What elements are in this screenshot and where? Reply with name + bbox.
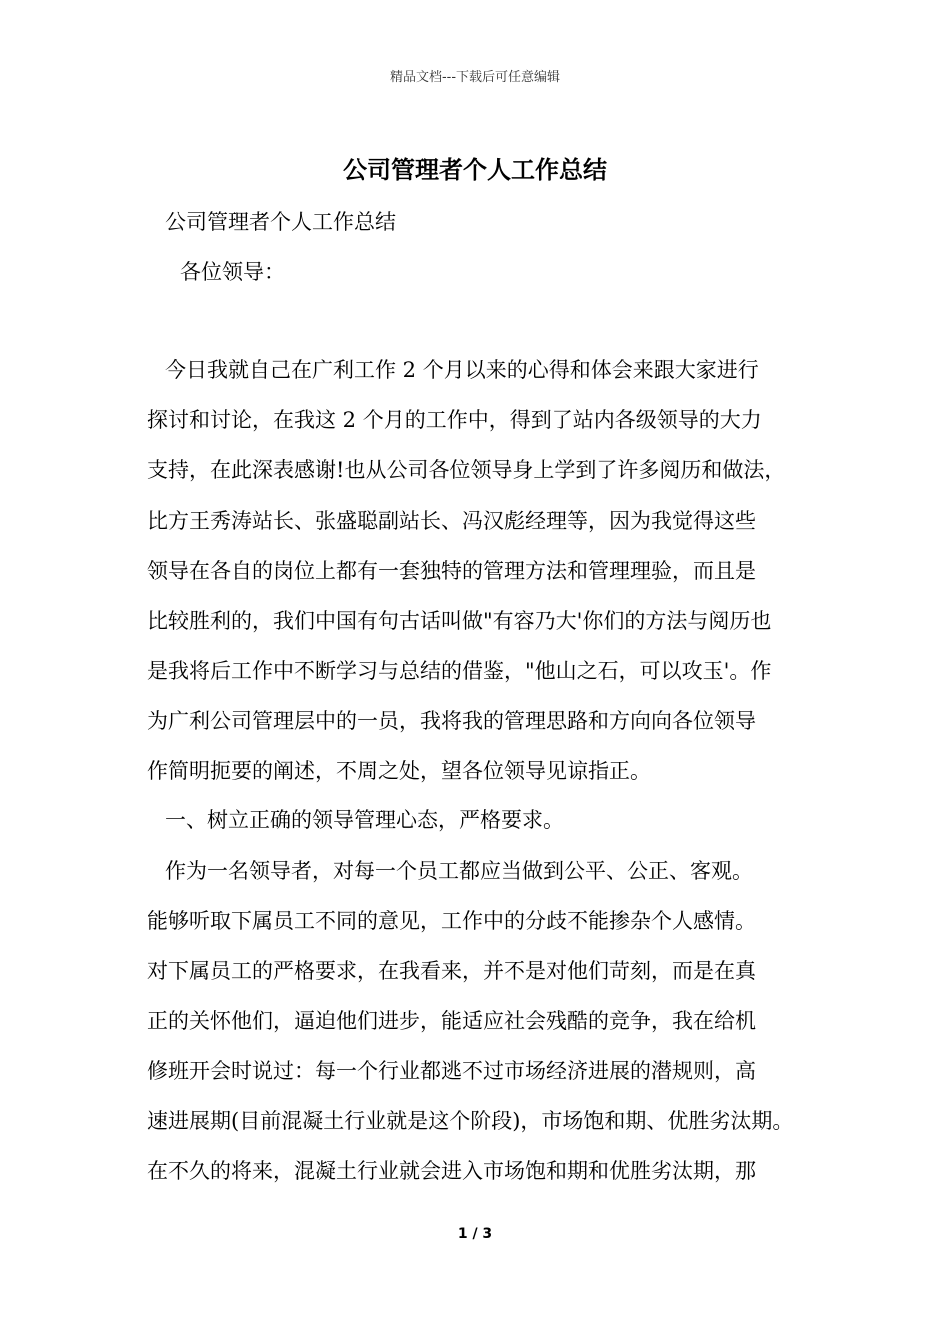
paragraph-2-line: 对下属员工的严格要求，在我看来，并不是对他们苛刻，而是在真	[147, 959, 756, 983]
paragraph-2-line: 作为一名领导者，对每一个员工都应当做到公平、公正、客观。	[165, 859, 753, 883]
paragraph-2-line: 正的关怀他们，逼迫他们进步，能适应社会残酷的竞争，我在给机	[147, 1009, 756, 1033]
paragraph-2-line: 速进展期(目前混凝土行业就是这个阶段)，市场饱和期、优胜劣汰期。	[147, 1109, 794, 1133]
paragraph-2-line: 修班开会时说过：每一个行业都逃不过市场经济进展的潜规则，高	[147, 1059, 756, 1083]
paragraph-1-line: 支持，在此深表感谢!也从公司各位领导身上学到了许多阅历和做法，	[147, 458, 786, 482]
header-note: 精品文档---下载后可任意编辑	[389, 70, 561, 85]
paragraph-1-line: 作简明扼要的阐述，不周之处，望各位领导见谅指正。	[147, 759, 651, 783]
page-indicator: 1 / 3	[457, 1226, 493, 1242]
paragraph-1-line: 比方王秀涛站长、张盛聪副站长、冯汉彪经理等，因为我觉得这些	[147, 509, 756, 533]
paragraph-1-line: 比较胜利的，我们中国有句古话叫做"有容乃大'你们的方法与阅历也	[147, 609, 772, 633]
paragraph-1-line: 今日我就自己在广利工作 2 个月以来的心得和体会来跟大家进行	[165, 358, 759, 382]
section-heading: 一、树立正确的领导管理心态，严格要求。	[165, 808, 564, 832]
greeting: 各位领导：	[180, 260, 285, 284]
paragraph-1-line: 为广利公司管理层中的一员，我将我的管理思路和方向向各位领导	[147, 709, 756, 733]
document-title: 公司管理者个人工作总结	[343, 156, 607, 184]
paragraph-2-line: 在不久的将来，混凝土行业就会进入市场饱和期和优胜劣汰期，那	[147, 1159, 756, 1183]
paragraph-2-line: 能够听取下属员工不同的意见，工作中的分歧不能掺杂个人感情。	[147, 909, 756, 933]
paragraph-1-line: 是我将后工作中不断学习与总结的借鉴，"他山之石，可以攻玉'。作	[147, 659, 772, 683]
document-subtitle: 公司管理者个人工作总结	[165, 210, 396, 234]
paragraph-1-line: 领导在各自的岗位上都有一套独特的管理方法和管理理验，而且是	[147, 559, 756, 583]
paragraph-1-line: 探讨和讨论，在我这 2 个月的工作中，得到了站内各级领导的大力	[147, 408, 762, 432]
